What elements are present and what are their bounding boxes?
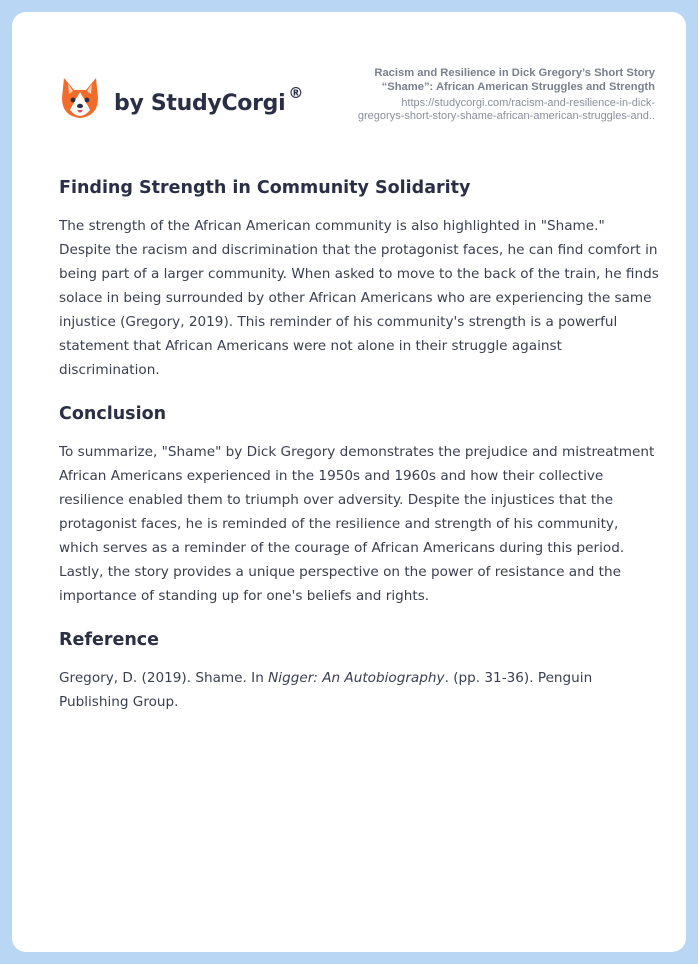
doc-title-line-2: “Shame”: African American Struggles and Strength bbox=[381, 81, 655, 93]
doc-title-line-1: Racism and Resilience in Dick Gregory’s Short Story bbox=[374, 67, 655, 79]
reference-book-title: Nigger: An Autobiography bbox=[268, 670, 445, 686]
reference-entry bbox=[59, 666, 659, 714]
document-meta bbox=[295, 66, 655, 123]
reference-author: Gregory, D. (2019). Shame. In bbox=[59, 670, 269, 686]
section-heading-community: Finding Strength in Community Solidarity bbox=[59, 178, 471, 198]
doc-url-line-1: https://studycorgi.com/racism-and-resilience-in-dick- bbox=[401, 97, 655, 109]
paragraph-community: The strength of the African American community is also highlighted in "Shame." Despite the racism and discrimination that the protagonist faces, he can find comfort in being part of a larger community. When asked to move to the back of the train, he finds solace in being surrounded by other African Americans who are experiencing the same injustice (Gregory, 2019). This reminder of his community's strength is a powerful statement that African Americans were not alone in their struggle against discrimination. bbox=[59, 218, 659, 378]
studycorgi-logo[interactable] bbox=[60, 76, 303, 120]
doc-url-line-2: gregorys-short-story-shame-african-american-struggles-and.. bbox=[357, 110, 655, 122]
section-heading-reference: Reference bbox=[59, 630, 160, 650]
section-heading-conclusion: Conclusion bbox=[59, 404, 167, 424]
registered-mark: ® bbox=[288, 83, 304, 102]
corgi-icon bbox=[60, 76, 100, 120]
reference-details: . (pp. 31-36). Penguin Publishing Group. bbox=[59, 670, 593, 710]
article-body bbox=[59, 176, 659, 734]
brand-name: by StudyCorgi ® bbox=[114, 83, 304, 116]
document-page bbox=[12, 12, 686, 952]
doc-url[interactable] bbox=[295, 97, 655, 123]
paragraph-conclusion: To summarize, "Shame" by Dick Gregory demonstrates the prejudice and mistreatment African Americans experienced in the 1950s and 1960s and how their collective resilience enabled them to triumph over adversity. Despite the injustices that the protagonist faces, he is reminded of the resilience and strength of his community, which serves as a reminder of the courage of African Americans during this period. Lastly, the story provides a unique perspective on the power of resistance and the importance of standing up for one's beliefs and rights. bbox=[59, 444, 655, 604]
